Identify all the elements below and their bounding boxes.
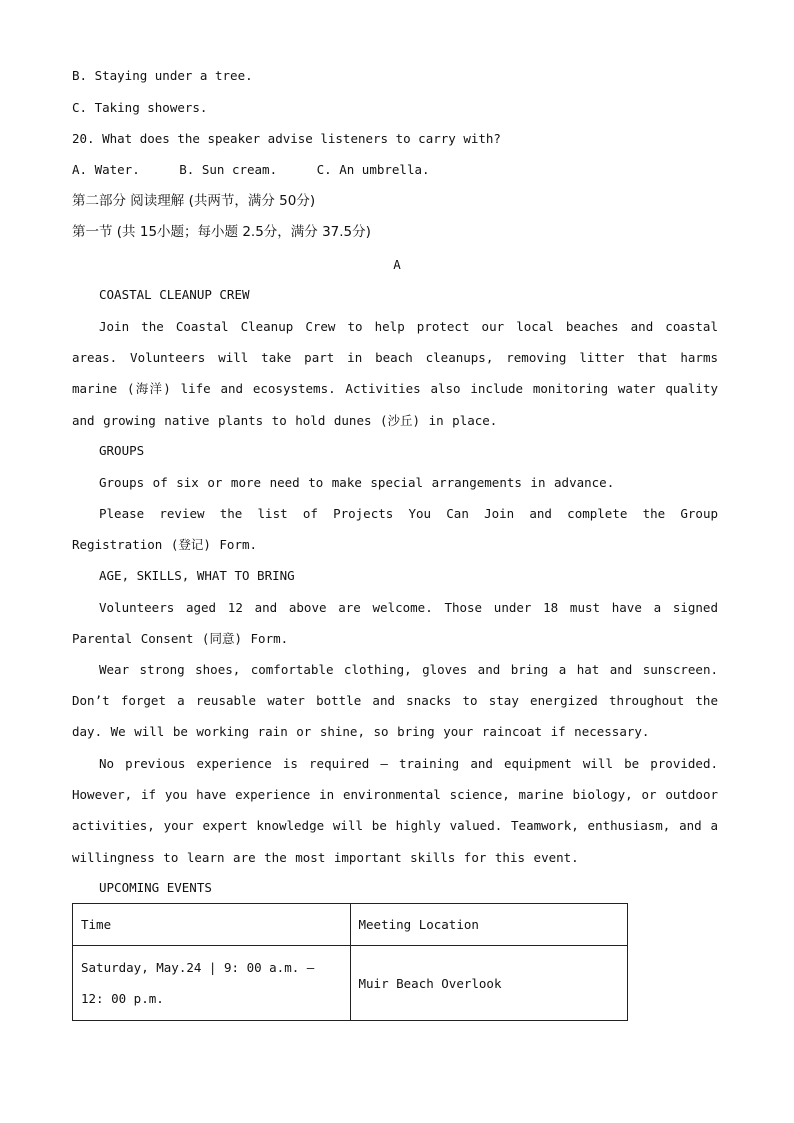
age-paragraph-3: No previous experience is required — training and equipment will be provided. However, if you have experience in environmental science, marine biology, or outdoor activities, your expert knowledge will be highly valued. Teamwork, enthusiasm, and a willingness to learn are the most important skills for this event. <box>72 756 718 865</box>
groups-paragraph-1: Groups of six or more need to make special arrangements in advance. <box>99 475 615 490</box>
part-two-heading: 第二部分 阅读理解 (共两节，满分 50分) <box>72 193 316 209</box>
q20-options <box>72 161 430 179</box>
q20-question: 20. What does the speaker advise listeners to carry with? <box>72 131 501 146</box>
q20-option-a: A. Water. <box>72 162 140 177</box>
q19-option-b: B. Staying under a tree. <box>72 68 253 83</box>
age-paragraph-1: Volunteers aged 12 and above are welcome. Those under 18 must have a signed Parental Consent (同意) Form. <box>72 600 718 647</box>
q19-option-c: C. Taking showers. <box>72 100 208 115</box>
q20-option-b: B. Sun cream. <box>179 162 278 177</box>
intro-paragraph: Join the Coastal Cleanup Crew to help protect our local beaches and coastal areas. Volunteers will take part in beach cleanups, removing litter that harms marine (海洋) life and ecosystems. Activities also include monitoring water quality and growing native plants to hold dunes (沙丘) in place. <box>72 319 718 428</box>
groups-heading: GROUPS <box>99 443 145 458</box>
table-header-row <box>73 904 628 946</box>
table-header-time: Time <box>73 904 351 946</box>
table-cell-location: Muir Beach Overlook <box>350 946 628 1021</box>
table-row <box>73 946 628 1021</box>
age-skills-heading: AGE, SKILLS, WHAT TO BRING <box>99 568 295 583</box>
events-table <box>72 903 628 1021</box>
groups-paragraph-2: Please review the list of Projects You Can Join and complete the Group Registration (登记) Form. <box>72 506 718 553</box>
upcoming-events-heading: UPCOMING EVENTS <box>99 880 212 895</box>
passage-letter: A <box>393 257 401 272</box>
table-header-location: Meeting Location <box>350 904 628 946</box>
age-paragraph-2: Wear strong shoes, comfortable clothing, gloves and bring a hat and sunscreen. Don’t forget a reusable water bottle and snacks to stay energized throughout the day. We will be working rain or shine, so bring your raincoat if necessary. <box>72 662 718 740</box>
table-cell-time: Saturday, May.24 | 9: 00 a.m. — 12: 00 p.m. <box>73 946 351 1021</box>
section-one-heading: 第一节 (共 15小题；每小题 2.5分，满分 37.5分) <box>72 224 371 240</box>
passage-title: COASTAL CLEANUP CREW <box>99 287 250 302</box>
q20-option-c: C. An umbrella. <box>316 162 430 177</box>
